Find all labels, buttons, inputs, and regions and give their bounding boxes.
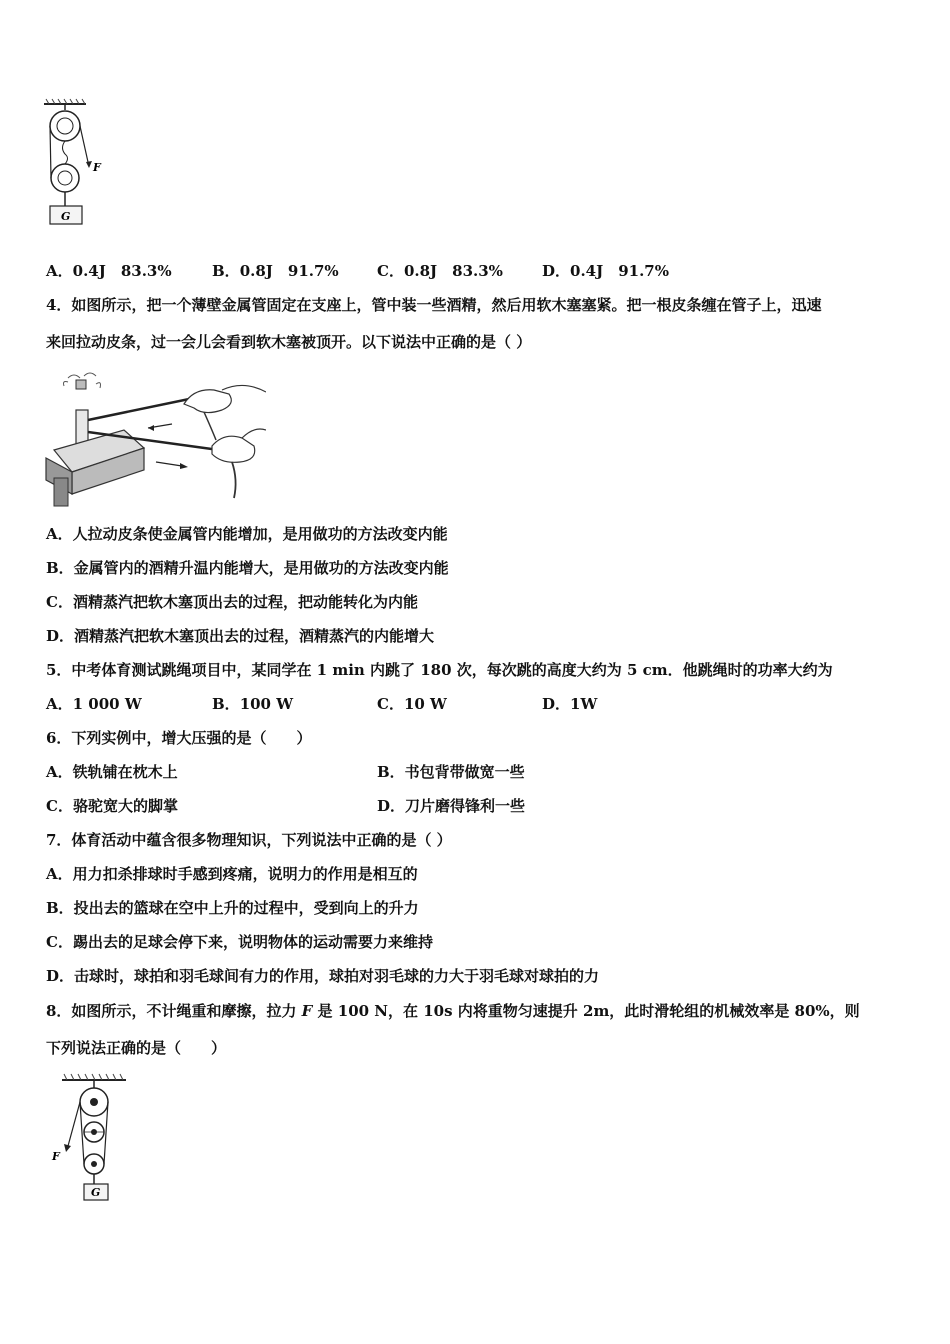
q3-option-a: A．0.4J 83.3% — [46, 262, 172, 280]
q6-stem: 6．下列实例中，增大压强的是（ ） — [46, 729, 312, 747]
q4-stem-line1: 4．如图所示，把一个薄壁金属管固定在支座上，管中装一些酒精，然后用软木塞塞紧。把一根皮条缠在管子上，迅速 — [46, 296, 822, 314]
q6-option-d: D．刀片磨得锋利一些 — [377, 797, 526, 815]
q8-force-label: F — [52, 1150, 60, 1163]
q5-stem: 5．中考体育测试跳绳项目中，某同学在 1 min 内跳了 180 次，每次跳的高度大约为 5 cm．他跳绳时的功率大约为 — [46, 661, 833, 679]
q4-option-d: D．酒精蒸汽把软木塞顶出去的过程，酒精蒸汽的内能增大 — [46, 627, 435, 645]
q7-option-c: C．踢出去的足球会停下来，说明物体的运动需要力来维持 — [46, 933, 433, 951]
q7-option-d: D．击球时，球拍和羽毛球间有力的作用，球拍对羽毛球的力大于羽毛球对球拍的力 — [46, 967, 600, 985]
q3-option-c: C．0.8J 83.3% — [377, 262, 503, 280]
q4-metal-tube-figure — [44, 370, 266, 508]
q8-weight-label: G — [91, 1186, 101, 1199]
q3-option-b: B．0.8J 91.7% — [212, 262, 339, 280]
q3-option-d: D．0.4J 91.7% — [542, 262, 669, 280]
q3-weight-label: G — [61, 210, 71, 223]
q6-option-a: A．铁轨铺在枕木上 — [46, 763, 178, 781]
q5-option-a: A．1 000 W — [46, 695, 142, 713]
q6-option-c: C．骆驼宽大的脚掌 — [46, 797, 178, 815]
q7-stem: 7．体育活动中蕴含很多物理知识，下列说法中正确的是（ ） — [46, 831, 452, 849]
q6-option-b: B．书包背带做宽一些 — [377, 763, 525, 781]
q3-pulley-figure — [40, 98, 110, 228]
q3-force-label: F — [93, 161, 101, 174]
q5-option-c: C．10 W — [377, 695, 447, 713]
q8-stem-line2: 下列说法正确的是（ ） — [46, 1039, 227, 1057]
q7-option-b: B．投出去的篮球在空中上升的过程中，受到向上的升力 — [46, 899, 419, 917]
q4-stem-line2: 来回拉动皮条，过一会儿会看到软木塞被顶开。以下说法中正确的是（ ） — [46, 333, 532, 351]
q4-option-b: B．金属管内的酒精升温内能增大，是用做功的方法改变内能 — [46, 559, 449, 577]
q5-option-d: D．1W — [542, 695, 598, 713]
q4-option-c: C．酒精蒸汽把软木塞顶出去的过程，把动能转化为内能 — [46, 593, 418, 611]
q7-option-a: A．用力扣杀排球时手感到疼痛，说明力的作用是相互的 — [46, 865, 418, 883]
q4-option-a: A．人拉动皮条使金属管内能增加，是用做功的方法改变内能 — [46, 525, 448, 543]
q8-stem-line1: 8．如图所示，不计绳重和摩擦，拉力 F 是 100 N，在 10s 内将重物匀速提升 2m，此时滑轮组的机械效率是 80%，则 — [46, 1002, 860, 1020]
q5-option-b: B．100 W — [212, 695, 294, 713]
q8-pulley-figure — [46, 1072, 130, 1204]
